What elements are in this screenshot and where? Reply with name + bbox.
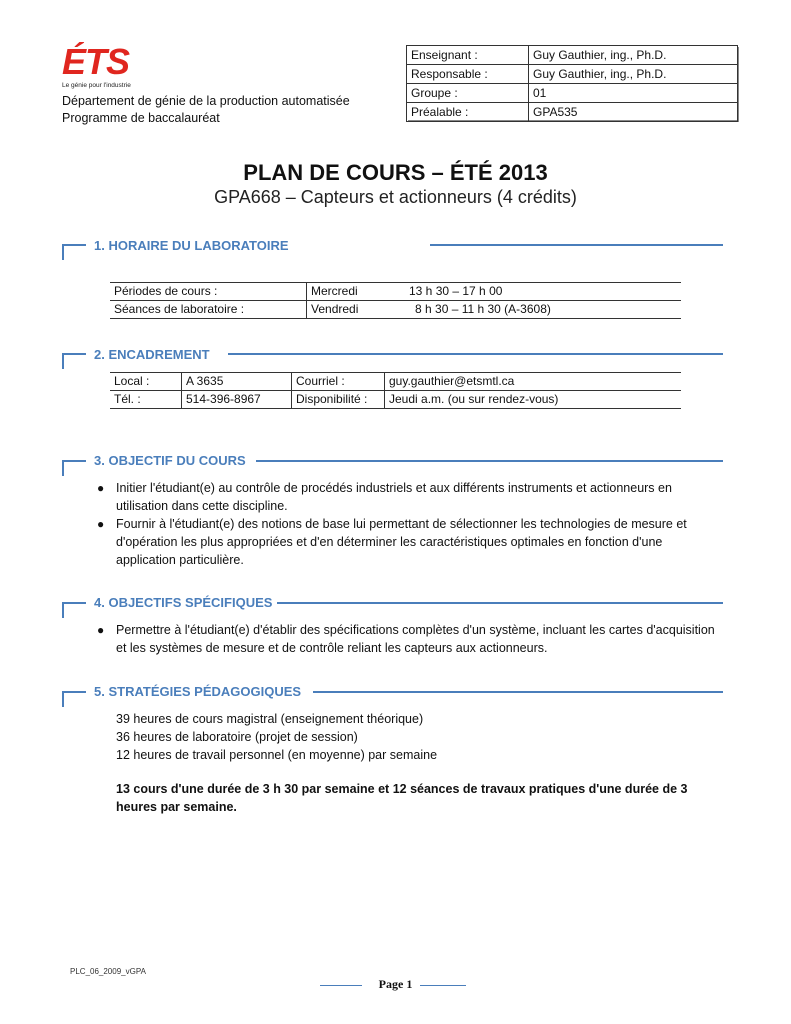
objectif-list xyxy=(95,479,725,569)
list-item: ● Fournir à l'étudiant(e) des notions de base lui permettant de sélectionner les technologies de mesure et d'opération les plus appropriées et d'en déterminer les caractéristiques optimales en fonction d'une application particulière. xyxy=(97,517,687,567)
document-code: PLC_06_2009_vGPA xyxy=(70,967,146,976)
page-subtitle: GPA668 – Capteurs et actionneurs (4 crédits) xyxy=(214,187,577,207)
section-rule xyxy=(228,353,723,355)
bullet-icon: ● xyxy=(97,623,105,637)
info-row xyxy=(407,46,738,65)
page-number: Page 1 xyxy=(378,977,413,991)
info-label: Enseignant : xyxy=(407,46,529,65)
info-label: Groupe : xyxy=(407,84,529,103)
info-label: Préalable : xyxy=(407,103,529,122)
list-item: ● Permettre à l'étudiant(e) d'établir des spécifications complètes d'un système, incluant les cartes d'acquisition et les systèmes de mesure et de contrôle reliant les capteurs aux actionneurs. xyxy=(97,623,715,655)
schedule-label: Séances de laboratoire : xyxy=(110,301,307,319)
table-row xyxy=(110,373,681,391)
info-row xyxy=(407,84,738,103)
contact-label: Disponibilité : xyxy=(292,391,385,409)
section-title-objectifs-specifiques: 4. OBJECTIFS SPÉCIFIQUES xyxy=(94,595,273,610)
section-title-objectif: 3. OBJECTIF DU COURS xyxy=(94,453,246,468)
schedule-table xyxy=(110,282,681,319)
section-rule xyxy=(313,691,723,693)
section-bracket xyxy=(62,244,86,260)
page-title: PLAN DE COURS – ÉTÉ 2013 xyxy=(243,160,548,185)
course-info-table xyxy=(406,45,738,122)
contact-label: Courriel : xyxy=(292,373,385,391)
contact-value: 514-396-8967 xyxy=(182,391,292,409)
bullet-icon: ● xyxy=(97,481,105,495)
contact-email[interactable]: guy.gauthier@etsmtl.ca xyxy=(385,373,682,391)
schedule-time: 8 h 30 – 11 h 30 (A-3608) xyxy=(401,301,681,319)
info-row xyxy=(407,103,738,122)
section-bracket xyxy=(62,353,86,369)
strategy-line: 12 heures de travail personnel (en moyenne) par semaine xyxy=(116,748,438,762)
contact-label: Tél. : xyxy=(110,391,182,409)
objectifs-specifiques-list xyxy=(95,621,725,657)
department-name: Département de génie de la production automatisée xyxy=(62,94,350,108)
contact-table xyxy=(110,372,681,409)
section-bracket xyxy=(62,460,86,476)
section-rule xyxy=(277,602,723,604)
logo-tagline: Le génie pour l'industrie xyxy=(62,82,131,89)
ets-logo xyxy=(62,41,162,94)
section-bracket xyxy=(62,602,86,618)
bullet-icon: ● xyxy=(97,517,105,531)
contact-value: A 3635 xyxy=(182,373,292,391)
contact-label: Local : xyxy=(110,373,182,391)
strategy-line: 39 heures de cours magistral (enseignement théorique) xyxy=(116,712,424,726)
info-row xyxy=(407,65,738,84)
info-value: Guy Gauthier, ing., Ph.D. xyxy=(529,65,738,84)
list-item: ● Initier l'étudiant(e) au contrôle de procédés industriels et aux différents instruments et actionneurs en utilisation dans cette discipline. xyxy=(97,481,672,513)
section-title-encadrement: 2. ENCADREMENT xyxy=(94,347,210,362)
department-block xyxy=(62,93,350,127)
section-title-strategies: 5. STRATÉGIES PÉDAGOGIQUES xyxy=(94,684,302,699)
table-row xyxy=(110,391,681,409)
section-rule xyxy=(430,244,723,246)
info-label: Responsable : xyxy=(407,65,529,84)
table-row xyxy=(110,283,681,301)
info-value: Guy Gauthier, ing., Ph.D. xyxy=(529,46,738,65)
section-title-horaire: 1. HORAIRE DU LABORATOIRE xyxy=(94,238,289,253)
program-name: Programme de baccalauréat xyxy=(62,111,220,125)
schedule-day: Vendredi xyxy=(307,301,402,319)
contact-value: Jeudi a.m. (ou sur rendez-vous) xyxy=(385,391,682,409)
table-row xyxy=(110,301,681,319)
info-value: 01 xyxy=(529,84,738,103)
schedule-day: Mercredi xyxy=(307,283,402,301)
logo-text: ÉTS xyxy=(62,41,130,82)
schedule-label: Périodes de cours : xyxy=(110,283,307,301)
strategy-line: 36 heures de laboratoire (projet de session) xyxy=(116,730,358,744)
strategies-note: 13 cours d'une durée de 3 h 30 par semaine et 12 séances de travaux pratiques d'une durée de 3 heures par semaine. xyxy=(116,782,688,814)
schedule-time: 13 h 30 – 17 h 00 xyxy=(401,283,681,301)
info-value: GPA535 xyxy=(529,103,738,122)
strategies-hours xyxy=(116,710,716,764)
section-rule xyxy=(256,460,723,462)
section-bracket xyxy=(62,691,86,707)
